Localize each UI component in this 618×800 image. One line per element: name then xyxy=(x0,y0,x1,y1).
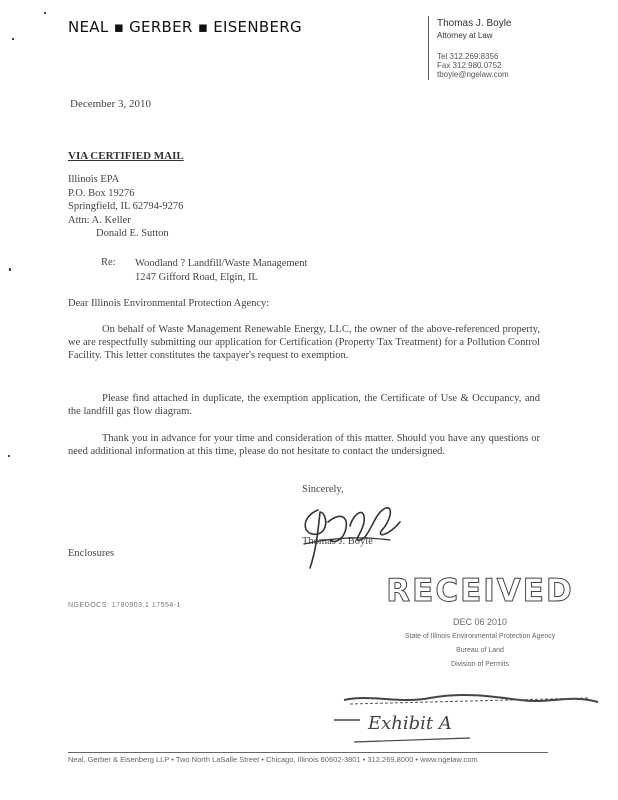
recipient-line: Springfield, IL 62794-9276 xyxy=(68,201,184,212)
attorney-contact xyxy=(437,52,511,79)
exhibit-label: Exhibit A xyxy=(368,713,452,734)
recipient-line: Illinois EPA xyxy=(68,174,120,185)
re-line: Woodland ? Landfill/Waste Management xyxy=(135,258,308,269)
stamp-division: Division of Permits xyxy=(451,661,509,668)
recipient-line: P.O. Box 19276 xyxy=(68,187,135,199)
attorney-fax: Fax 312.980.0752 xyxy=(437,61,502,70)
re-subject xyxy=(135,257,307,284)
footer-divider xyxy=(68,752,548,753)
attorney-name: Thomas J. Boyle xyxy=(437,18,512,29)
attorney-title: Attorney at Law xyxy=(437,31,493,40)
attorney-email: tboyle@ngelaw.com xyxy=(437,70,509,79)
stamp-bureau: Bureau of Land xyxy=(456,647,504,654)
scan-speck xyxy=(9,268,11,271)
recipient-line: Attn: A. Keller xyxy=(68,214,131,226)
handwritten-scribble xyxy=(340,688,602,710)
letterhead-divider xyxy=(428,16,429,80)
attorney-block xyxy=(437,18,511,79)
closing: Sincerely, xyxy=(302,484,344,495)
letter-date: December 3, 2010 xyxy=(70,98,151,110)
delivery-method: VIA CERTIFIED MAIL xyxy=(68,150,184,162)
scan-speck xyxy=(12,38,14,40)
scan-speck xyxy=(8,455,10,457)
stamp-word: RECEIVED xyxy=(386,573,574,609)
handwritten-signature xyxy=(290,482,420,572)
firm-name: NEAL ▪ GERBER ▪ EISENBERG xyxy=(68,18,302,36)
signer-name: Thomas J. Boyle xyxy=(302,536,373,547)
body-paragraph: Thank you in advance for your time and consideration of this matter. Should you have any questions or need additional information at this time, please do not hesitate to contact the undersigned. xyxy=(68,433,540,458)
stamp-agency: State of Illinois Environmental Protection Agency xyxy=(404,633,556,640)
re-line: 1247 Gifford Road, Elgin, IL xyxy=(135,271,258,283)
enclosures: Enclosures xyxy=(68,548,115,559)
recipient-line: Donald E. Sutton xyxy=(96,228,169,239)
re-label: Re: xyxy=(101,257,116,268)
body-paragraph: On behalf of Waste Management Renewable Energy, LLC, the owner of the above-referenced property, we are respectfully submitting our application for Certification (Property Tax Treatment) for a Pollution Control Facility. This letter constitutes the taxpayer's request to exemption. xyxy=(68,324,540,362)
received-stamp xyxy=(380,573,580,688)
salutation: Dear Illinois Environmental Protection Agency: xyxy=(68,298,270,309)
body-paragraph: Please find attached in duplicate, the exemption application, the Certificate of Use & Occupancy, and the landfill gas flow diagram. xyxy=(68,393,540,418)
scan-speck xyxy=(44,12,46,14)
stamp-date: DEC 06 2010 xyxy=(452,617,508,627)
footer-address: Neal, Gerber & Eisenberg LLP • Two North LaSalle Street • Chicago, Illinois 60602-3801 • 312.269.8000 • www.ngelaw.com xyxy=(68,755,478,764)
document-reference: NGEDOCS: 1780903.1 17554-1 xyxy=(68,602,182,609)
attorney-tel: Tel 312.269.8356 xyxy=(437,52,499,61)
recipient-address xyxy=(68,173,183,241)
